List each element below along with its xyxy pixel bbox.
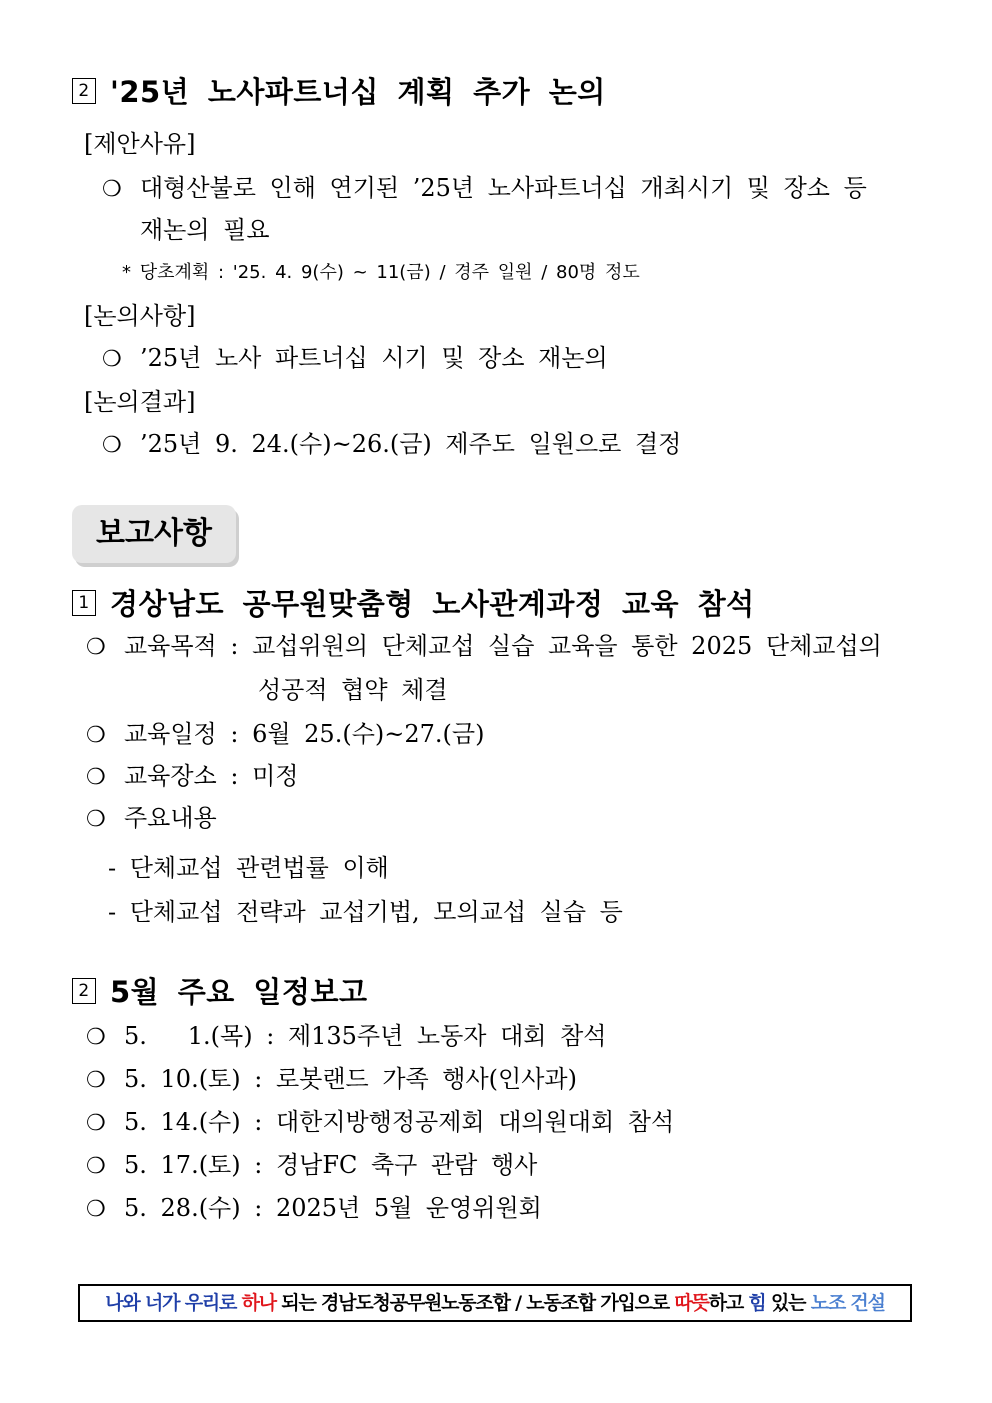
bullet-icon: ❍ — [86, 807, 106, 832]
slogan-part: 나와 너가 우리로 — [105, 1292, 242, 1314]
result-item — [102, 424, 681, 459]
result-text: ’25년 9. 24.(수)~26.(금) 제주도 일원으로 결정 — [140, 430, 682, 458]
schedule-item-text: 5. 28.(수) : 2025년 5월 운영위원회 — [124, 1194, 542, 1222]
report-section-tab: 보고사항 — [72, 505, 236, 563]
proposal-text: 대형산불로 인해 연기된 ’25년 노사파트너십 개최시기 및 장소 등 — [140, 174, 867, 202]
report-1-title: 경상남도 공무원맞춤형 노사관계과정 교육 참석 — [110, 587, 755, 621]
schedule-item-text: 5. 1.(목) : 제135주년 노동자 대회 참석 — [124, 1022, 607, 1050]
bullet-icon: ❍ — [102, 433, 122, 458]
report-2-title: 5월 주요 일정보고 — [110, 975, 368, 1009]
slogan-part: 하고 — [708, 1292, 749, 1314]
schedule-item-text: 5. 14.(수) : 대한지방행정공제회 대의원대회 참석 — [124, 1108, 675, 1136]
schedule-item — [86, 1145, 537, 1180]
bullet-icon: ❍ — [86, 1154, 106, 1179]
education-schedule — [86, 714, 484, 749]
bullet-icon: ❍ — [86, 765, 106, 790]
schedule-item — [86, 1188, 542, 1223]
slogan-highlight: 따뜻 — [674, 1292, 709, 1314]
content-label: 주요내용 — [124, 804, 217, 832]
schedule-item — [86, 1102, 674, 1137]
section-number-box: 2 — [72, 978, 96, 1004]
slogan-highlight: 노조 건설 — [810, 1292, 885, 1314]
education-purpose-line-2: 성공적 협약 체결 — [258, 676, 448, 704]
content-item: - 단체교섭 관련법률 이해 — [108, 854, 389, 882]
slogan-part: 있는 — [765, 1292, 811, 1314]
slogan-part: 되는 경남도청공무원노동조합 / 노동조합 가입으로 — [275, 1292, 675, 1314]
bullet-icon: ❍ — [86, 723, 106, 748]
section-title: '25년 노사파트너십 계획 추가 논의 — [110, 75, 606, 109]
slogan-highlight: 힘 — [748, 1292, 766, 1314]
schedule-text: 교육일정 : 6월 25.(수)~27.(금) — [124, 720, 485, 748]
bullet-icon: ❍ — [86, 1197, 106, 1222]
section-number-box: 1 — [72, 590, 96, 616]
purpose-text: 교섭위원의 단체교섭 실습 교육을 통한 2025 단체교섭의 — [252, 632, 882, 660]
education-place — [86, 756, 298, 791]
discussion-item — [102, 338, 608, 373]
bullet-icon: ❍ — [86, 1068, 106, 1093]
schedule-item-text: 5. 10.(토) : 로봇랜드 가족 행사(인사과) — [124, 1065, 577, 1093]
bullet-icon: ❍ — [86, 1111, 106, 1136]
section-number-box: 2 — [72, 78, 96, 104]
education-content — [86, 798, 217, 833]
section-2-heading — [72, 70, 606, 111]
bullet-icon: ❍ — [102, 347, 122, 372]
discussion-text: ’25년 노사 파트너십 시기 및 장소 재논의 — [140, 344, 608, 372]
schedule-item-text: 5. 17.(토) : 경남FC 축구 관람 행사 — [124, 1151, 538, 1179]
slogan-highlight: 하나 — [241, 1292, 276, 1314]
schedule-item — [86, 1016, 606, 1051]
union-slogan-banner — [78, 1284, 912, 1322]
bullet-icon: ❍ — [86, 635, 106, 660]
original-plan-note: * 당초계획 : '25. 4. 9(수) ~ 11(금) / 경주 일원 / 80명 정도 — [122, 262, 640, 283]
education-purpose — [86, 626, 882, 661]
result-label: [논의결과] — [84, 388, 196, 416]
content-item: - 단체교섭 전략과 교섭기법, 모의교섭 실습 등 — [108, 898, 623, 926]
proposal-line-1 — [102, 168, 867, 203]
schedule-item — [86, 1059, 577, 1094]
bullet-icon: ❍ — [86, 1025, 106, 1050]
report-2-heading — [72, 970, 367, 1011]
proposal-line-2: 재논의 필요 — [140, 216, 270, 244]
bullet-icon: ❍ — [102, 177, 122, 202]
purpose-label: 교육목적 : — [124, 632, 239, 660]
report-1-heading — [72, 582, 755, 623]
place-text: 교육장소 : 미정 — [124, 762, 299, 790]
proposal-label: [제안사유] — [84, 130, 196, 158]
discussion-label: [논의사항] — [84, 302, 196, 330]
